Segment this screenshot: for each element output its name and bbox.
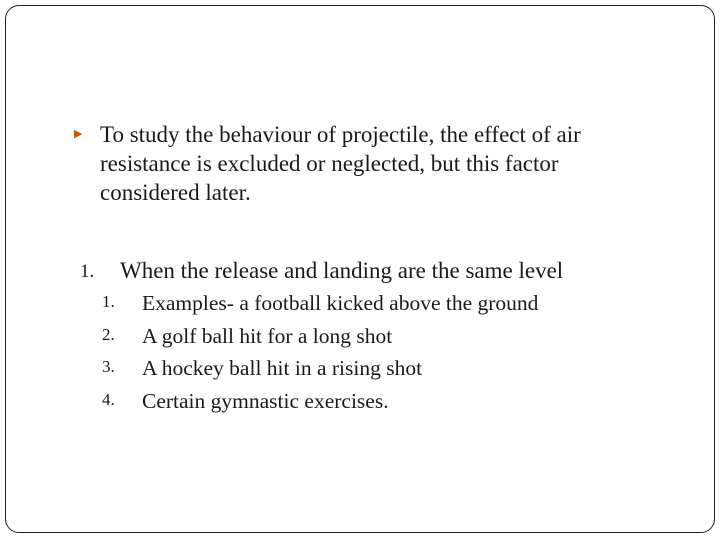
bullet-point: [74, 120, 676, 207]
sub-list-item-text: A hockey ball hit in a rising shot: [142, 356, 423, 380]
bullet-line: considered later.: [100, 180, 251, 205]
list-number: 1.: [102, 292, 115, 311]
list-item: [80, 255, 680, 287]
bullet-arrow-icon: ▶: [74, 128, 83, 140]
sub-list-item-text: Certain gymnastic exercises.: [142, 388, 389, 413]
bullet-line: resistance is excluded or neglected, but this factor: [100, 151, 559, 176]
list-number: 1.: [80, 261, 95, 282]
sub-list-item-text: Examples- a football kicked above the ground: [142, 291, 539, 315]
sub-list-item: [102, 386, 662, 419]
bullet-text: [100, 120, 676, 207]
sub-list-item: [102, 321, 662, 354]
list-number: 4.: [102, 389, 115, 409]
sub-list-item: [102, 288, 662, 321]
list-item-text: When the release and landing are the same level: [120, 258, 564, 283]
list-number: 3.: [102, 357, 115, 376]
sub-list-item-text: A golf ball hit for a long shot: [142, 323, 393, 348]
sub-list: [102, 288, 662, 418]
numbered-list: [80, 255, 680, 287]
list-number: 2.: [102, 324, 115, 344]
bullet-line: To study the behaviour of projectile, the effect of air: [100, 122, 581, 147]
sub-list-item: [102, 353, 662, 386]
